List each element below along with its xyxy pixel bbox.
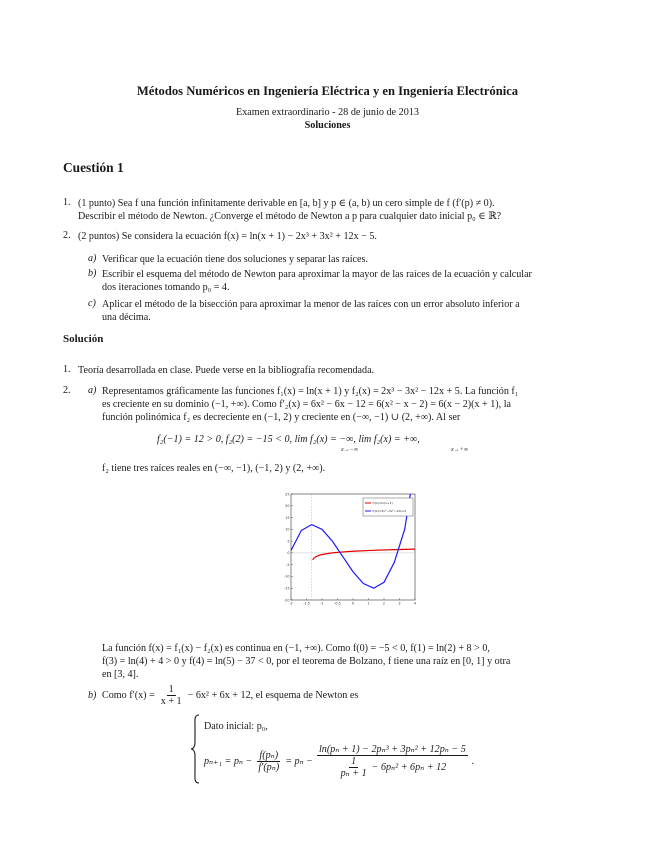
y-tick-label: 25	[285, 492, 290, 497]
item2-number: 2.	[63, 230, 71, 241]
derivative-fraction	[159, 684, 184, 707]
iter-small-num: 1	[351, 756, 357, 767]
item1-line2: Describir el método de Newton. ¿Converge el método de Newton a p para cualquier dato inicial p₀ ∈ ℝ?	[78, 211, 502, 222]
x-tick-label: 2	[382, 601, 386, 606]
item1-line1: (1 punto) Sea f una función infinitamente derivable en [a, b] y p ∈ (a, b) un cero simple de f (f′(p) ≠ 0).	[78, 198, 495, 209]
solution-b-label: b)	[88, 690, 97, 701]
newton-iteration	[204, 744, 474, 779]
item1-number: 1.	[63, 197, 71, 208]
solution1-text: Teoría desarrollada en clase. Puede verse en la bibliografía recomendada.	[78, 365, 375, 376]
solution-a-line3: función polinómica f₂ es decreciente en (−1, 2) y creciente en (−∞, −1) ∪ (2, +∞). Al ser	[102, 412, 461, 423]
iter-small-den: pₙ + 1	[340, 768, 367, 779]
x-tick-label: -2	[289, 601, 293, 606]
subitem-b-line2: dos iteraciones tomando p₀ = 4.	[102, 282, 230, 293]
solution1-number: 1.	[63, 364, 71, 375]
y-tick-label: -10	[283, 574, 290, 579]
solution-a-line2: es creciente en su dominio (−1, +∞). Como f′₂(x) = 6x² − 6x − 12 = 6(x² − x − 2) = 6(x − 2)(x + 1), la	[102, 399, 512, 410]
subitem-c-label: c)	[88, 298, 96, 309]
iter-f-num: f(pₙ)	[259, 750, 279, 761]
subitem-c-line1: Aplicar el método de la bisección para aproximar la menor de las raíces con un error absoluto inferior a	[102, 299, 520, 310]
y-tick-label: 5	[287, 539, 290, 544]
solution2-number: 2.	[63, 385, 71, 396]
subitem-b-line1: Escribir el esquema del método de Newton para aproximar la mayor de las raíces de la ecuación y calcular	[102, 269, 532, 280]
x-tick-label: 4	[413, 601, 417, 606]
y-tick-label: -15	[283, 586, 290, 591]
subitem-b-label: b)	[88, 268, 97, 279]
y-tick-label: 20	[285, 504, 290, 509]
item2-line1: (2 puntos) Se considera la ecuación f(x) = ln(x + 1) − 2x³ + 3x² + 12x − 5.	[78, 231, 377, 242]
iter-fraction-f	[256, 750, 281, 773]
question-heading: Cuestión 1	[63, 160, 124, 175]
solution-heading: Solución	[63, 333, 104, 345]
legend-label-1: f₁(x)=ln(x+1)	[372, 501, 393, 506]
derivative-frac-num: 1	[168, 684, 174, 695]
document-title: Métodos Numéricos en Ingeniería Eléctrica y en Ingeniería Electrónica	[136, 84, 519, 98]
bolzano-line2: f(3) = ln(4) + 4 > 0 y f(4) = ln(5) − 37 < 0, por el teorema de Bolzano, f tiene una raíz en [0, 1] y otra	[102, 656, 511, 667]
limits-equation: f₂(−1) = 12 > 0, f₂(2) = −15 < 0, lim f₂(x) = −∞, lim f₂(x) = +∞,	[157, 434, 420, 445]
iter-fraction-big	[317, 744, 468, 779]
iter-mid: = pₙ −	[285, 756, 313, 767]
y-tick-label: 10	[285, 527, 290, 532]
derivative-frac-den: x + 1	[160, 696, 182, 707]
y-tick-label: 15	[285, 515, 290, 520]
limit-subscript-neg: x→−∞	[341, 447, 358, 453]
y-tick-label: -20	[283, 598, 290, 603]
x-tick-label: -1	[320, 601, 324, 606]
x-tick-label: -0.5	[334, 601, 341, 606]
iter-big-den	[337, 756, 449, 779]
iter-lhs: pₙ₊₁ = pₙ −	[204, 756, 253, 767]
y-tick-label: -5	[286, 562, 290, 567]
derivative-line	[102, 684, 358, 707]
iter-f-den: f′(pₙ)	[258, 762, 280, 773]
roots-line: f₂ tiene tres raíces reales en (−∞, −1), (−1, 2) y (2, +∞).	[102, 463, 326, 474]
solutions-label: Soluciones	[304, 120, 351, 131]
function-plot	[281, 490, 419, 608]
y-tick-label: 0	[287, 551, 290, 556]
x-tick-label: 0	[351, 601, 355, 606]
exam-subtitle: Examen extraordinario - 28 de junio de 2013	[235, 107, 420, 118]
solution-a-line1: Representamos gráficamente las funciones f₁(x) = ln(x + 1) y f₂(x) = 2x³ − 3x² − 12x + 5. La función f₁	[102, 386, 519, 397]
left-brace	[190, 714, 200, 784]
bolzano-line3: en [3, 4].	[102, 669, 139, 680]
series-line-1	[313, 549, 415, 560]
bolzano-line1: La función f(x) = f₁(x) − f₂(x) es continua en (−1, +∞). Como f(0) = −5 < 0, f(1) = ln(2) + 8 > 0,	[102, 643, 490, 654]
subitem-a-label: a)	[88, 253, 97, 264]
legend-label-2: f₂(x)=2x³−3x²−12x+5	[372, 509, 407, 514]
x-tick-label: -1.5	[303, 601, 310, 606]
iter-small-fraction	[339, 756, 369, 779]
x-tick-label: 3	[398, 601, 401, 606]
solution-a-label: a)	[88, 385, 97, 396]
iter-den-tail: − 6pₙ² + 6pₙ + 12	[371, 762, 447, 773]
derivative-pre: Como f′(x) =	[102, 690, 155, 701]
subitem-a-text: Verificar que la ecuación tiene dos soluciones y separar las raíces.	[102, 254, 368, 265]
iter-big-num: ln(pₙ + 1) − 2pₙ³ + 3pₙ² + 12pₙ − 5	[319, 744, 466, 755]
derivative-post: − 6x² + 6x + 12, el esquema de Newton es	[187, 690, 359, 701]
initial-data: Dato inicial: p₀,	[204, 721, 268, 732]
x-tick-label: 1	[367, 601, 370, 606]
subitem-c-line2: una décima.	[102, 312, 151, 323]
iter-end: .	[471, 756, 475, 767]
limit-subscript-pos: x→+∞	[451, 447, 468, 453]
